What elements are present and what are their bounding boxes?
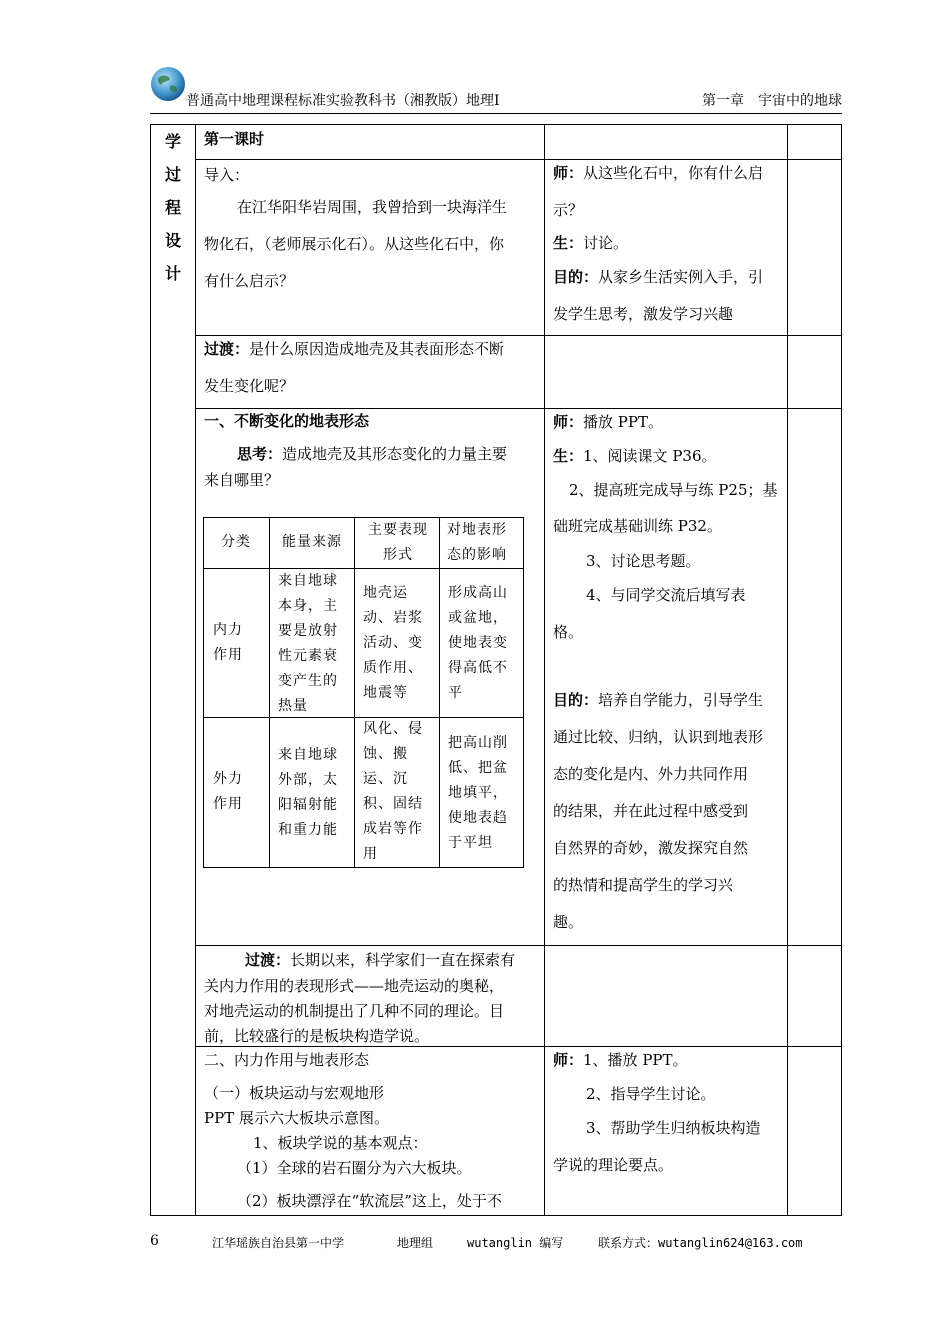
- section2-point: 1、板块学说的基本观点：: [253, 1134, 428, 1152]
- sidebar-char: 程: [164, 198, 181, 217]
- intro-text: 有什么启示？: [204, 272, 295, 290]
- table-header: 能量来源: [282, 534, 342, 550]
- table-header: 对地表形态的影响: [447, 522, 507, 563]
- intro-text: 在江华阳华岩周围，我曾拾到一块海洋生: [237, 198, 508, 216]
- section1-title: 一、不断变化的地表形态: [204, 412, 370, 430]
- transition-label: 过渡：: [245, 951, 291, 969]
- transition2-text: 对地壳运动的机制提出了几种不同的理论。目: [204, 1002, 505, 1020]
- page-number: 6: [150, 1233, 159, 1249]
- table-cell-source: 来自地球外部，太阳辐射能和重力能: [278, 747, 338, 838]
- section1-think-line: [237, 441, 507, 467]
- section1-student-line: [553, 438, 717, 475]
- teacher-label: 师：: [553, 1051, 584, 1069]
- table-cell-category: 内力作用: [213, 622, 243, 663]
- section1-goal-text: 通过比较、归纳，认识到地表形: [553, 728, 764, 746]
- table-header: 主要表现形式: [368, 522, 428, 563]
- force-comparison-table: [203, 517, 524, 868]
- section1-student-text: 格。: [553, 623, 584, 641]
- intro-goal-line: [553, 259, 763, 296]
- intro-label: 导入：: [204, 166, 250, 184]
- teacher-label: 师：: [553, 413, 584, 431]
- table-cell-category: 外力作用: [213, 771, 243, 812]
- teacher-label: 师：: [553, 164, 584, 182]
- transition1-line: [204, 331, 504, 368]
- sidebar-char: 设: [164, 231, 181, 250]
- table-header: 分类: [221, 534, 251, 550]
- sidebar-char: 计: [164, 264, 181, 283]
- section1-teacher-line: [553, 404, 663, 441]
- goal-text: 从家乡生活实例入手，引: [598, 268, 764, 286]
- transition1-text: 发生变化呢？: [204, 377, 295, 395]
- section2-item: （1）全球的岩石圈分为六大板块。: [237, 1159, 472, 1177]
- transition-text: 长期以来，科学家们一直在探索有: [290, 951, 516, 969]
- teacher-text: 播放 PPT。: [583, 413, 663, 431]
- section1-goal-text: 趣。: [553, 913, 584, 931]
- intro-teacher-line: [553, 155, 763, 192]
- goal-label: 目的：: [553, 691, 599, 709]
- transition-label: 过渡：: [204, 340, 250, 358]
- sidebar-char: 过: [164, 165, 181, 184]
- section2-teacher-line: [553, 1042, 688, 1079]
- section2-ppt: PPT 展示六大板块示意图。: [204, 1109, 389, 1127]
- table-cell-form: 地壳运动、岩浆活动、变质作用、地震等: [363, 585, 423, 701]
- footer-school: 江华瑶族自治县第一中学: [212, 1236, 345, 1250]
- header-book-title: 普通高中地理课程标准实验教科书（湘教版）地理Ⅰ: [186, 93, 500, 109]
- teacher-text: 从这些化石中，你有什么启: [583, 164, 764, 182]
- goal-text: 培养自学能力，引导学生: [598, 691, 764, 709]
- section2-title: 二、内力作用与地表形态: [204, 1051, 370, 1069]
- student-label: 生：: [553, 447, 584, 465]
- section1-goal-text: 的热情和提高学生的学习兴: [553, 876, 734, 894]
- sidebar-char: 学: [164, 132, 181, 151]
- think-text: 造成地壳及其形态变化的力量主要: [282, 445, 508, 463]
- footer-contact: 联系方式：wutanglin624@163.com: [598, 1236, 803, 1250]
- globe-logo-icon: [150, 66, 186, 102]
- section1-goal-text: 的结果，并在此过程中感受到: [553, 802, 749, 820]
- footer-group: 地理组: [397, 1236, 434, 1250]
- think-label: 思考：: [237, 445, 283, 463]
- intro-teacher-text: 示？: [553, 201, 584, 219]
- student-text: 1、阅读课文 P36。: [583, 447, 717, 465]
- header-rule: [150, 113, 842, 114]
- intro-goal-text: 发学生思考，激发学习兴趣: [553, 305, 734, 323]
- section1-goal-line: [553, 682, 763, 719]
- intro-student-line: [553, 225, 628, 262]
- transition-text: 是什么原因造成地壳及其表面形态不断: [249, 340, 505, 358]
- intro-text: 物化石，（老师展示化石）。从这些化石中，你: [204, 235, 505, 253]
- student-label: 生：: [553, 234, 584, 252]
- section1-think-text: 来自哪里？: [204, 471, 280, 489]
- section1-student-text: 4、与同学交流后填写表: [586, 586, 746, 604]
- header-chapter-title: 第一章 宇宙中的地球: [702, 93, 842, 109]
- transition2-text: 前，比较盛行的是板块构造学说。: [204, 1027, 430, 1045]
- table-cell-source: 来自地球本身，主要是放射性元素衰变产生的热量: [278, 573, 338, 714]
- section1-goal-text: 态的变化是内、外力共同作用: [553, 765, 749, 783]
- section2-item: （2）板块漂浮在“软流层”这上，处于不: [237, 1192, 502, 1210]
- table-cell-effect: 把高山削低、把盆地填平，使地表趋于平坦: [448, 735, 508, 851]
- section1-goal-text: 自然界的奇妙，激发探究自然: [553, 839, 749, 857]
- section2-teacher-text: 学说的理论要点。: [553, 1156, 674, 1174]
- footer-author: wutanglin 编写: [467, 1236, 564, 1250]
- lesson-title: 第一课时: [204, 130, 265, 148]
- section1-student-text: 础班完成基础训练 P32。: [553, 517, 722, 535]
- goal-label: 目的：: [553, 268, 599, 286]
- section2-teacher-text: 3、帮助学生归纳板块构造: [586, 1119, 761, 1137]
- table-cell-form: 风化、侵蚀、搬运、沉积、固结成岩等作用: [363, 721, 423, 862]
- table-cell-effect: 形成高山或盆地，使地表变得高低不平: [448, 585, 508, 701]
- section1-student-text: 3、讨论思考题。: [586, 552, 701, 570]
- section2-subtitle: （一）板块运动与宏观地形: [204, 1084, 385, 1102]
- teacher-text: 1、播放 PPT。: [583, 1051, 688, 1069]
- transition2-text: 关内力作用的表现形式——地壳运动的奥秘，: [204, 977, 505, 995]
- student-text: 讨论。: [583, 234, 629, 252]
- section2-teacher-text: 2、指导学生讨论。: [586, 1085, 716, 1103]
- transition2-line: [245, 947, 515, 973]
- section1-student-text: 2、提高班完成导与练 P25；基: [569, 481, 778, 499]
